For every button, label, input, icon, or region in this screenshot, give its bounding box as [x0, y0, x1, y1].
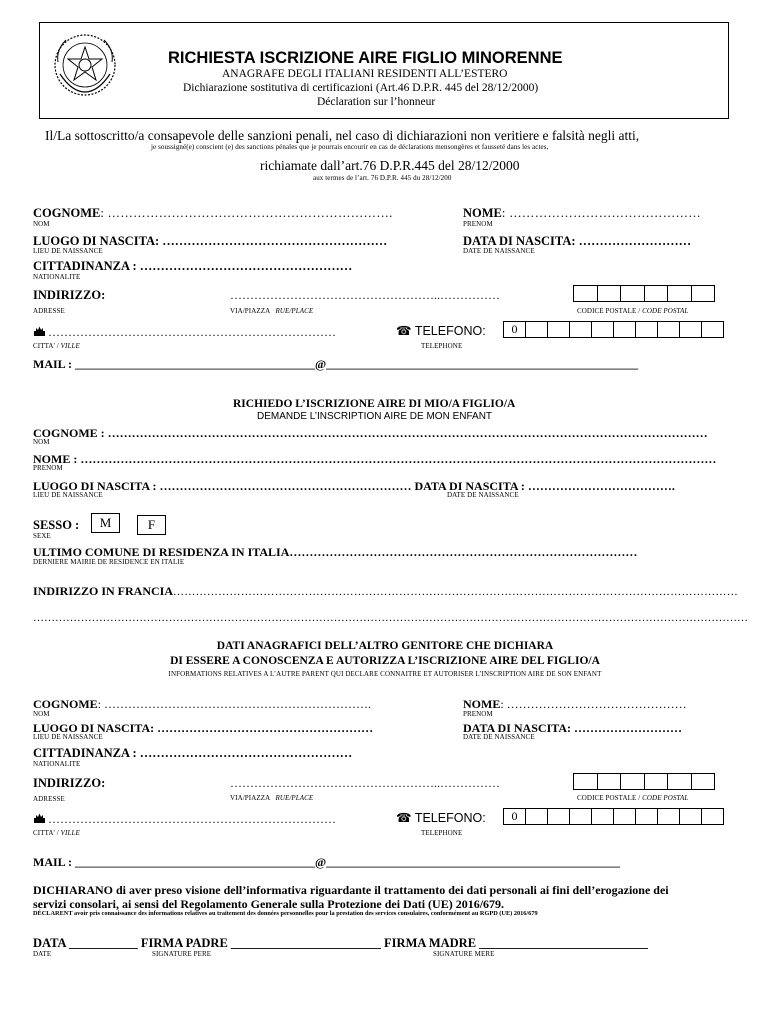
other-address-fr: ADRESSE	[33, 795, 65, 803]
other-name-label: NOME: ………………………………………	[463, 697, 687, 711]
building-icon	[33, 326, 46, 337]
child-sex-fr: SEXE	[33, 532, 51, 540]
france-address-label: INDIRIZZO IN FRANCIA……………………………………………………………………………………………………………………………………	[33, 584, 739, 598]
parent-surname-field[interactable]: : ………………………………………………………….	[100, 206, 393, 220]
other-phone-fr: TELEPHONE	[421, 829, 463, 837]
other-parent-heading-2: DI ESSERE A CONOSCENZA E AUTORIZZA L’ISCRIZIONE AIRE DEL FIGLIO/A	[170, 655, 600, 667]
child-surname-fr: NOM	[33, 438, 50, 446]
other-phone-label: ☎ TELEFONO:	[396, 811, 486, 825]
other-birthdate-field[interactable]: DATA DI NASCITA: ………………………	[463, 721, 683, 735]
other-birthplace-field[interactable]: LUOGO DI NASCITA: ………………………………………………	[33, 721, 374, 735]
last-italian-residence-fr: DERNIERE MAIRIE DE RESIDENCE EN ITALIE	[33, 558, 185, 566]
form-title: RICHIESTA ISCRIZIONE AIRE FIGLIO MINORENNE	[168, 49, 563, 67]
other-address-field[interactable]: ……………………………………………..……………	[230, 776, 500, 790]
other-surname-label: COGNOME: ………………………………………………………….	[33, 697, 372, 711]
building-icon	[33, 813, 46, 824]
parent-phone-fr: TELEPHONE	[421, 342, 463, 350]
other-surname-fr: NOM	[33, 710, 50, 718]
intro-line-1: Il/La sottoscritto/a consapevole delle sanzioni penali, nel caso di dichiarazioni non veritiere e falsità negli atti,	[45, 128, 640, 143]
other-postal-code-cells[interactable]	[574, 773, 715, 790]
parent-name-field[interactable]: : ………………………………………	[501, 206, 702, 220]
parent-city-label: CITTA' / VILLE	[33, 342, 80, 350]
other-citizenship-fr: NATIONALITE	[33, 760, 81, 768]
parent-address-field[interactable]: ……………………………………………..……………	[230, 288, 500, 302]
father-signature-fr: SIGNATURE PERE	[152, 950, 212, 958]
other-citizenship-field[interactable]: CITTADINANZA : ……………………………………………	[33, 746, 353, 760]
parent-birthdate-fr: DATE DE NAISSANCE	[463, 247, 535, 255]
parent-birthplace-field[interactable]: LUOGO DI NASCITA: ………………………………………………	[33, 234, 388, 248]
form-subtitle-1: ANAGRAFE DEGLI ITALIANI RESIDENTI ALL’ESTERO	[222, 68, 508, 80]
other-via-label: VIA/PIAZZA RUE/PLACE	[230, 794, 314, 802]
intro-line-2-fr: aux termes de l’art. 76 D.P.R. 445 du 28/12/200	[313, 174, 452, 182]
other-name-fr: PRENOM	[463, 710, 493, 718]
parent-city-field[interactable]: ………………………………………………………………	[48, 325, 336, 339]
parent-birthdate-field[interactable]: DATA DI NASCITA: ………………………	[463, 234, 692, 248]
other-phone-cells[interactable]: 0	[504, 808, 724, 825]
parent-postal-code-cells[interactable]	[574, 285, 715, 302]
intro-line-1-fr: je soussigné(e) conscient (e) des sanctions pénales que je pourrais encourir en cas de déclarations mensongères et fausseté dans les actes,	[151, 143, 549, 151]
italian-republic-emblem-icon	[52, 32, 118, 98]
parent-name-label: NOME: ………………………………………	[463, 206, 702, 220]
sex-male-checkbox[interactable]: M	[91, 513, 120, 533]
parent-citizenship-fr: NATIONALITE	[33, 273, 81, 281]
declaration-line-2: servizi consolari, ai sensi del Regolamento Generale sulla Protezione dei Dati (UE) 2016/679.	[33, 897, 505, 911]
mother-signature-fr: SIGNATURE MERE	[433, 950, 495, 958]
child-birthdate-fr: DATE DE NAISSANCE	[447, 491, 519, 499]
parent-phone-label: ☎ TELEFONO:	[396, 324, 486, 338]
child-birth-field[interactable]: LUOGO DI NASCITA : ……………………………………………………… DATA DI NASCITA : ……………………………….	[33, 479, 675, 493]
other-city-field[interactable]: ………………………………………………………………	[48, 812, 336, 826]
parent-birthplace-fr: LIEU DE NAISSANCE	[33, 247, 103, 255]
child-section-heading: RICHIEDO L’ISCRIZIONE AIRE DI MIO/A FIGLIO/A	[233, 398, 516, 410]
date-fr: DATE	[33, 950, 52, 958]
declaration-fr: DÉCLARENT avoir pris connaissance des informations relatives au traitement des données personnelles pour la prestation des services consulaires, conformément au RGPD (UE) 2016/679	[33, 910, 538, 917]
parent-name-fr: PRENOM	[463, 220, 493, 228]
parent-surname-fr: NOM	[33, 220, 50, 228]
other-surname-field[interactable]: : ………………………………………………………….	[97, 697, 372, 711]
child-birthplace-fr: LIEU DE NAISSANCE	[33, 491, 103, 499]
last-italian-residence-field[interactable]: ULTIMO COMUNE DI RESIDENZA IN ITALIA……………………………………………………………………………	[33, 545, 638, 559]
telephone-icon: ☎	[396, 811, 412, 825]
parent-email-field[interactable]: MAIL : ________________________________________@____________________________________________________	[33, 357, 639, 371]
other-birthdate-fr: DATE DE NAISSANCE	[463, 733, 535, 741]
other-parent-heading-1: DATI ANAGRAFICI DELL’ALTRO GENITORE CHE DICHIARA	[216, 640, 554, 652]
declaration-line-1: DICHIARANO di aver preso visione dell’informativa riguardante il trattamento dei dati personali ai fini dell’erogazione dei	[33, 883, 669, 897]
signature-line[interactable]: DATA ___________ FIRMA PADRE ________________________ FIRMA MADRE ___________________________	[33, 936, 648, 950]
parent-address-label: INDIRIZZO:	[33, 288, 106, 302]
other-email-field[interactable]: MAIL : ________________________________________@_________________________________________________	[33, 855, 621, 869]
sex-female-checkbox[interactable]: F	[137, 515, 166, 535]
parent-citizenship-field[interactable]: CITTADINANZA : ……………………………………………	[33, 259, 353, 273]
form-subtitle-2: Dichiarazione sostitutiva di certificazioni (Art.46 D.P.R. 445 del 28/12/2000)	[183, 82, 539, 94]
child-name-field[interactable]: NOME : ……………………………………………………………………………………………………………………………………………	[33, 452, 717, 466]
other-name-field[interactable]: : ………………………………………	[500, 697, 687, 711]
parent-postal-code-label: CODICE POSTALE / CODE POSTAL	[577, 307, 689, 315]
other-parent-heading-fr: INFORMATIONS RELATIVES A L’AUTRE PARENT QUI DECLARE CONNAITRE ET AUTORISER L’INSCRIPTION AIRE DE SON ENFANT	[168, 670, 602, 678]
other-postal-code-label: CODICE POSTALE / CODE POSTAL	[577, 794, 689, 802]
parent-via-label: VIA/PIAZZA RUE/PLACE	[230, 307, 314, 315]
other-birthplace-fr: LIEU DE NAISSANCE	[33, 733, 103, 741]
france-address-field[interactable]: ……………………………………………………………………………………………………………………………………	[173, 586, 739, 598]
form-subtitle-3: Déclaration sur l’honneur	[317, 96, 436, 108]
france-address-extra-field[interactable]: ……………………………………………………………………………………………………………………………………………………………………………	[33, 612, 748, 624]
child-sex-label: SESSO :	[33, 518, 80, 532]
child-name-fr: PRENOM	[33, 464, 63, 472]
parent-surname-label: COGNOME: ………………………………………………………….	[33, 206, 393, 220]
parent-address-fr: ADRESSE	[33, 307, 65, 315]
other-city-label: CITTA' / VILLE	[33, 829, 80, 837]
intro-line-2: richiamate dall’art.76 D.P.R.445 del 28/12/2000	[260, 158, 520, 173]
telephone-icon: ☎	[396, 324, 412, 338]
other-address-label: INDIRIZZO:	[33, 776, 106, 790]
child-surname-field[interactable]: COGNOME : ……………………………………………………………………………………………………………………………………	[33, 426, 708, 440]
parent-phone-cells[interactable]: 0	[504, 321, 724, 338]
child-section-heading-fr: DEMANDE L’INSCRIPTION AIRE DE MON ENFANT	[257, 411, 493, 422]
